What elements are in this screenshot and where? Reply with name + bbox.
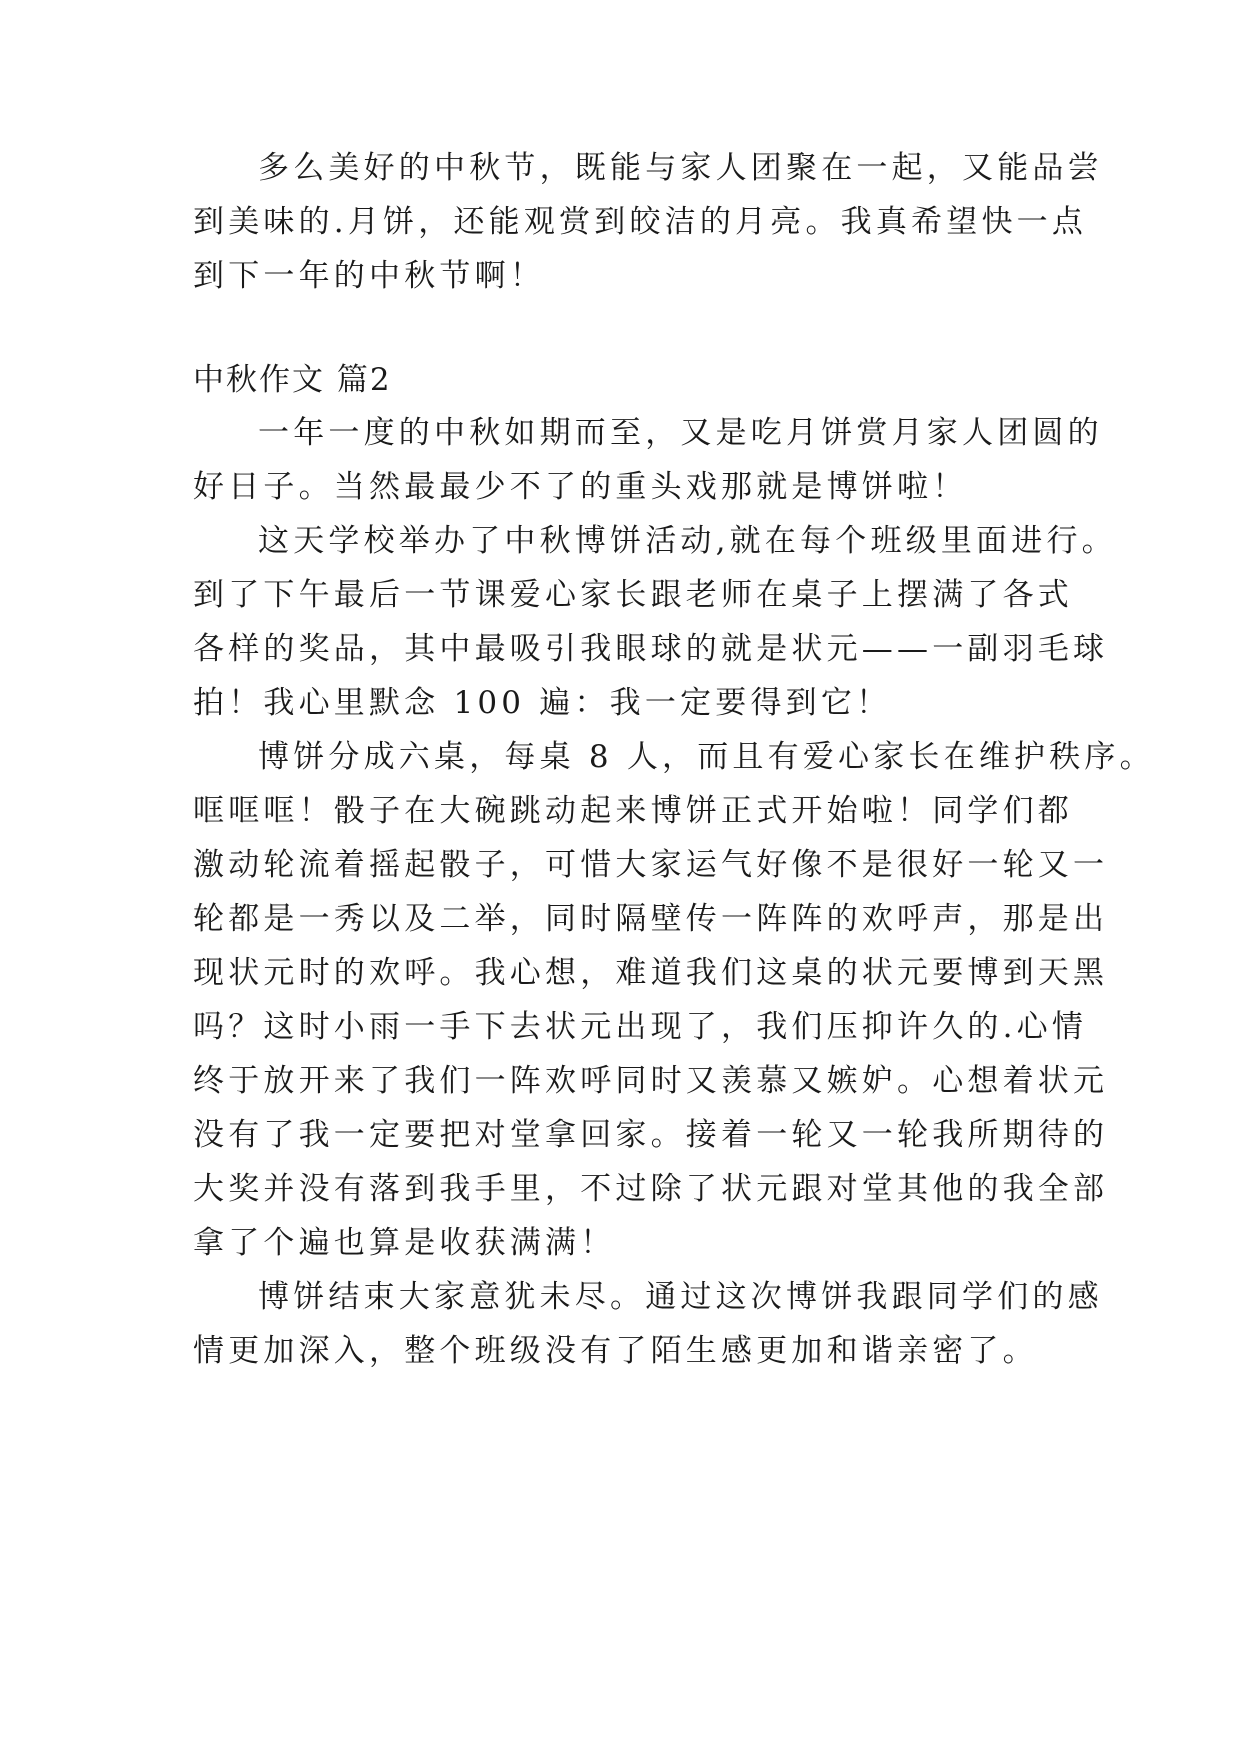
text-line: 各样的奖品，其中最吸引我眼球的就是状元——一副羽毛球 [193,631,1109,667]
text-line: 拿了个遍也算是收获满满！ [193,1225,616,1261]
text-line: 好日子。当然最最少不了的重头戏那就是博饼啦！ [193,469,968,505]
text-line: 激动轮流着摇起骰子，可惜大家运气好像不是很好一轮又一 [193,847,1109,883]
text-line: 没有了我一定要把对堂拿回家。接着一轮又一轮我所期待的 [193,1117,1109,1153]
text-line: 终于放开来了我们一阵欢呼同时又羡慕又嫉妒。心想着状元 [193,1063,1109,1099]
text-line: 到美味的.月饼，还能观赏到皎洁的月亮。我真希望快一点 [193,204,1088,240]
text-line: 博饼分成六桌，每桌 8 人，而且有爱心家长在维护秩序。 [258,739,1155,775]
text-line: 一年一度的中秋如期而至，又是吃月饼赏月家人团圆的 [258,415,1103,451]
text-line: 大奖并没有落到我手里，不过除了状元跟对堂其他的我全部 [193,1171,1109,1207]
text-line: 多么美好的中秋节，既能与家人团聚在一起，又能品尝 [258,150,1103,186]
text-line: 这天学校举办了中秋博饼活动,就在每个班级里面进行。 [258,523,1117,559]
text-line: 哐哐哐！骰子在大碗跳动起来博饼正式开始啦！同学们都 [193,793,1073,829]
text-line: 情更加深入，整个班级没有了陌生感更加和谐亲密了。 [193,1333,1038,1369]
text-line: 博饼结束大家意犹未尽。通过这次博饼我跟同学们的感 [258,1279,1103,1315]
text-line: 现状元时的欢呼。我心想，难道我们这桌的状元要博到天黑 [193,955,1109,991]
text-line: 轮都是一秀以及二举，同时隔壁传一阵阵的欢呼声，那是出 [193,901,1109,937]
text-line: 拍！我心里默念 100 遍：我一定要得到它！ [193,685,892,721]
text-line: 吗？这时小雨一手下去状元出现了，我们压抑许久的.心情 [193,1009,1088,1045]
text-line: 到了下午最后一节课爱心家长跟老师在桌子上摆满了各式 [193,577,1073,613]
text-line: 到下一年的中秋节啊！ [193,258,545,294]
section-title: 中秋作文 篇2 [193,362,392,398]
